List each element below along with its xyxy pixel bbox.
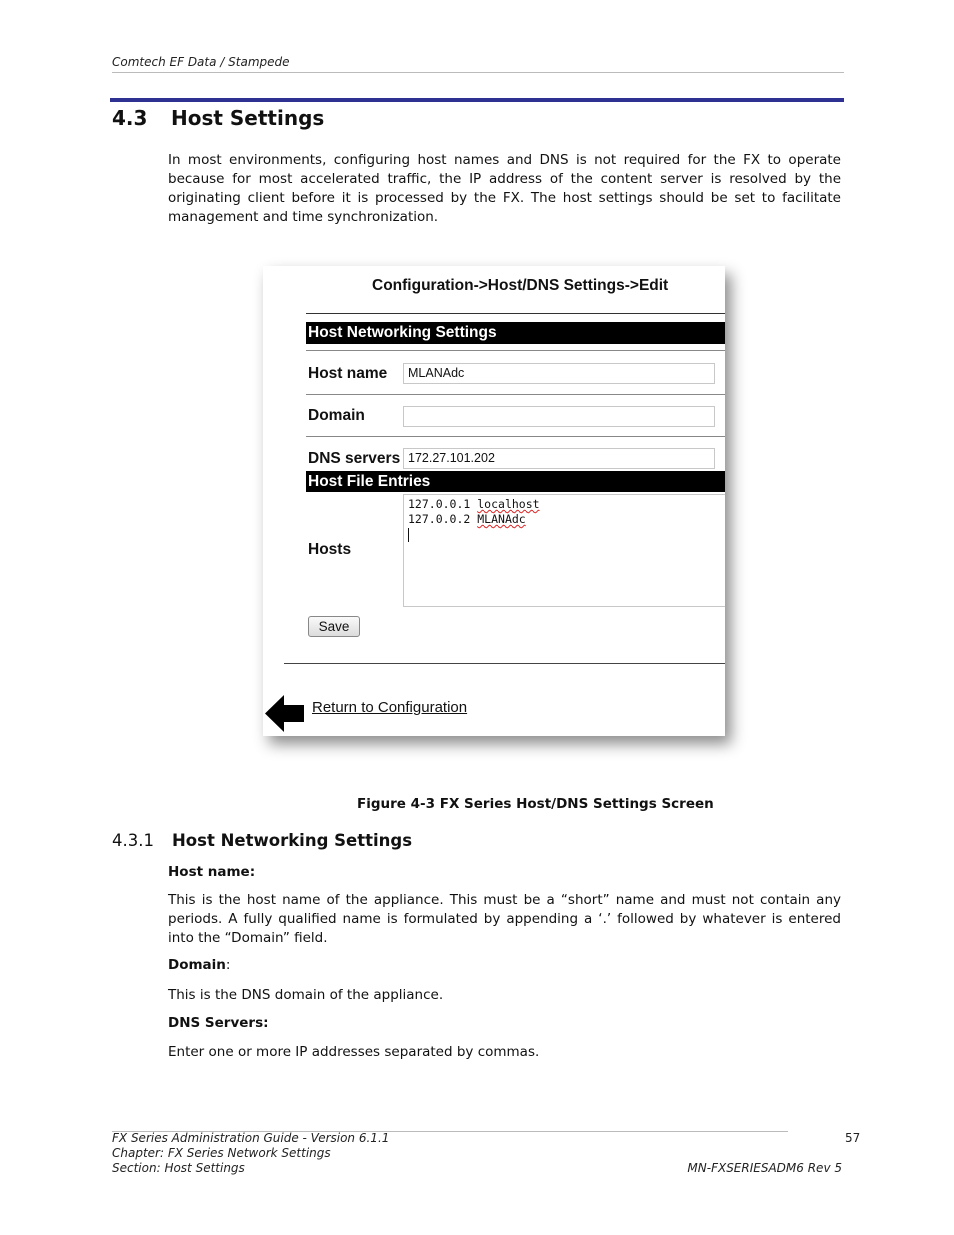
figure-caption: Figure 4-3 FX Series Host/DNS Settings Screen bbox=[357, 796, 714, 812]
footer-guide: FX Series Administration Guide - Version 6.1.1 bbox=[112, 1131, 390, 1145]
text-cursor bbox=[408, 527, 725, 542]
section-title: Host Settings bbox=[171, 106, 325, 130]
hosts-label: Hosts bbox=[308, 541, 352, 558]
host-name-term: Host name: bbox=[168, 864, 256, 880]
save-button[interactable]: Save bbox=[308, 616, 360, 637]
footer-divider bbox=[284, 663, 725, 664]
header-divider bbox=[112, 72, 844, 73]
dns-servers-term: DNS Servers: bbox=[168, 1015, 269, 1031]
footer-section: Section: Host Settings bbox=[112, 1161, 245, 1175]
section-divider bbox=[110, 98, 844, 102]
domain-input[interactable] bbox=[403, 406, 715, 427]
row-divider bbox=[306, 436, 725, 437]
screenshot-title: Configuration->Host/DNS Settings->Edit bbox=[372, 277, 669, 294]
dns-servers-label: DNS servers bbox=[308, 450, 401, 467]
domain-description: This is the DNS domain of the appliance. bbox=[168, 987, 444, 1003]
hosts-textarea[interactable] bbox=[403, 494, 725, 607]
footer-chapter: Chapter: FX Series Network Settings bbox=[112, 1146, 331, 1160]
row-divider bbox=[306, 394, 725, 395]
domain-term-line: Domain: bbox=[168, 957, 231, 973]
host-dns-settings-screenshot bbox=[263, 266, 725, 736]
host-name-description: This is the host name of the appliance. This must be a “short” name and must not contain any periods. A fully qualified name is formulated by appending a ‘.’ followed by whatever is entered into the “Domain” field. bbox=[168, 892, 841, 946]
host-name-input[interactable]: MLANAdc bbox=[403, 363, 715, 384]
domain-term: Domain bbox=[168, 957, 226, 973]
row-divider bbox=[306, 350, 725, 351]
title-divider bbox=[306, 313, 725, 314]
host-file-entries-bar: Host File Entries bbox=[306, 471, 725, 492]
host-name-label: Host name bbox=[308, 365, 388, 382]
host-networking-settings-bar: Host Networking Settings bbox=[306, 322, 725, 344]
domain-label: Domain bbox=[308, 407, 365, 424]
intro-paragraph: In most environments, configuring host names and DNS is not required for the FX to operate because for most accelerated traffic, the IP address of the content server is resolved by the originating client before it is processed by the FX. The host settings should be set to facilitate management and time synchronization. bbox=[168, 152, 841, 225]
page-header: Comtech EF Data / Stampede bbox=[112, 55, 290, 69]
left-arrow-icon[interactable] bbox=[265, 695, 305, 732]
dns-servers-description: Enter one or more IP addresses separated by commas. bbox=[168, 1044, 540, 1060]
footer-doc-id: MN-FXSERIESADM6 Rev 5 bbox=[687, 1161, 842, 1175]
subsection-number: 4.3.1 bbox=[112, 831, 154, 850]
dns-servers-input[interactable]: 172.27.101.202 bbox=[403, 448, 715, 469]
return-to-configuration-link[interactable]: Return to Configuration bbox=[312, 699, 468, 716]
page-number: 57 bbox=[845, 1131, 861, 1145]
subsection-title: Host Networking Settings bbox=[172, 831, 413, 850]
hosts-line: 127.0.0.1 localhost bbox=[408, 497, 540, 511]
section-number: 4.3 bbox=[112, 106, 148, 130]
hosts-line: 127.0.0.2 MLANAdc bbox=[408, 512, 526, 526]
